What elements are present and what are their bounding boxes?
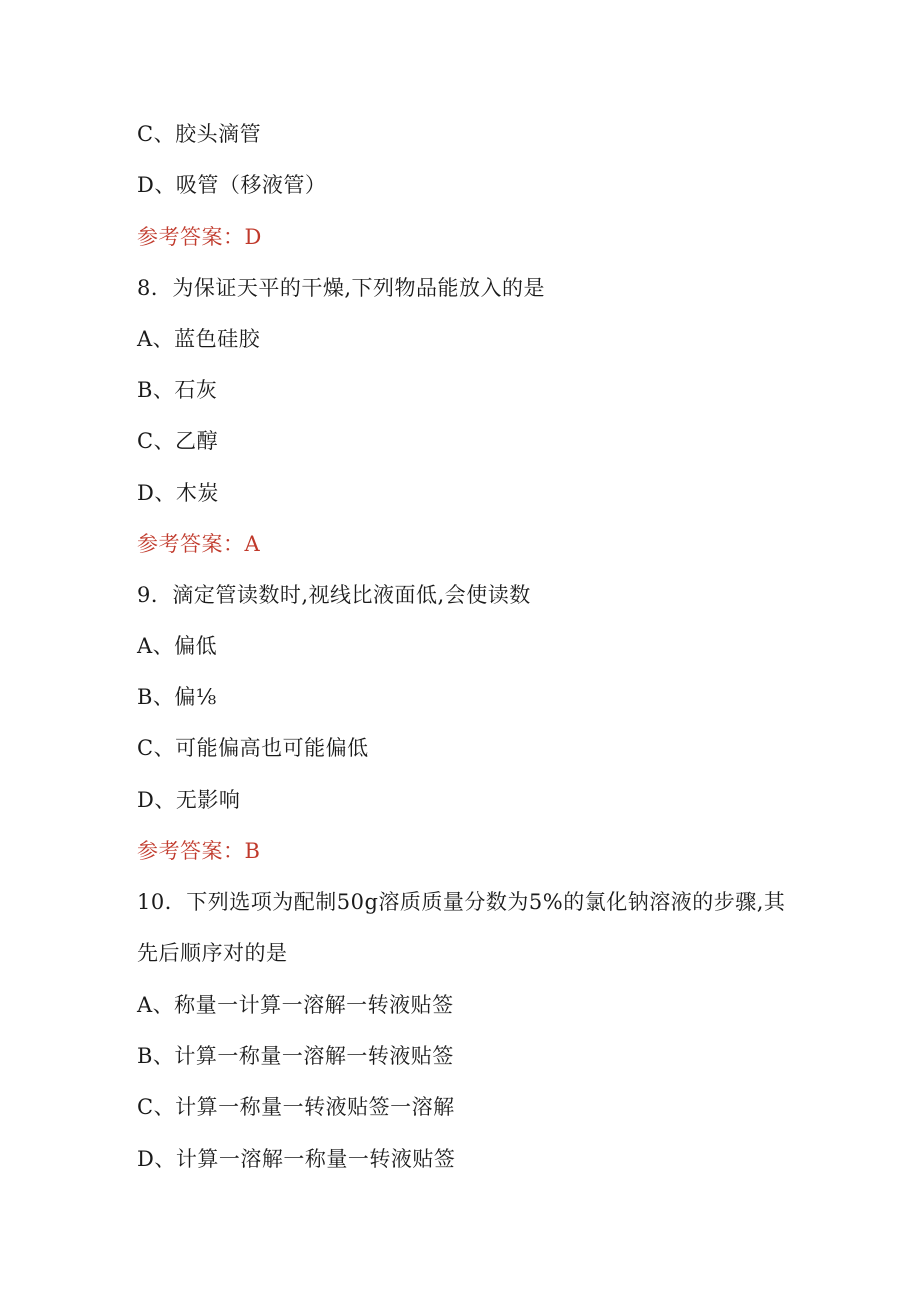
q10-stem-line1: 10．下列选项为配制50g溶质质量分数为5%的氯化钠溶液的步骤,其 [137,890,786,914]
q10-option-c: C、计算一称量一转液贴签一溶解 [137,1095,455,1119]
q8-stem: 8．为保证天平的干燥,下列物品能放入的是 [137,276,546,300]
q9-option-c: C、可能偏高也可能偏低 [137,736,369,760]
q9-option-d: D、无影响 [137,788,241,812]
q7-option-d: D、吸管（移液管） [137,173,327,197]
q8-option-c: C、乙醇 [137,429,219,453]
q10-option-a: A、称量一计算一溶解一转液贴签 [137,993,454,1017]
q7-answer: 参考答案：D [137,225,262,249]
q10-option-d: D、计算一溶解一称量一转液贴签 [137,1147,456,1171]
q9-answer: 参考答案：B [137,839,261,863]
q9-option-b: B、偏⅛ [137,685,217,709]
q10-stem-line2: 先后顺序对的是 [137,941,288,965]
q8-option-b: B、石灰 [137,378,218,402]
q9-stem: 9．滴定管读数时,视线比液面低,会使读数 [137,583,531,607]
q8-option-d: D、木炭 [137,481,219,505]
q9-option-a: A、偏低 [137,634,218,658]
q10-option-b: B、计算一称量一溶解一转液贴签 [137,1044,454,1068]
q8-answer: 参考答案：A [137,532,261,556]
q7-option-c: C、胶头滴管 [137,122,262,146]
q8-option-a: A、蓝色硅胶 [137,327,261,351]
